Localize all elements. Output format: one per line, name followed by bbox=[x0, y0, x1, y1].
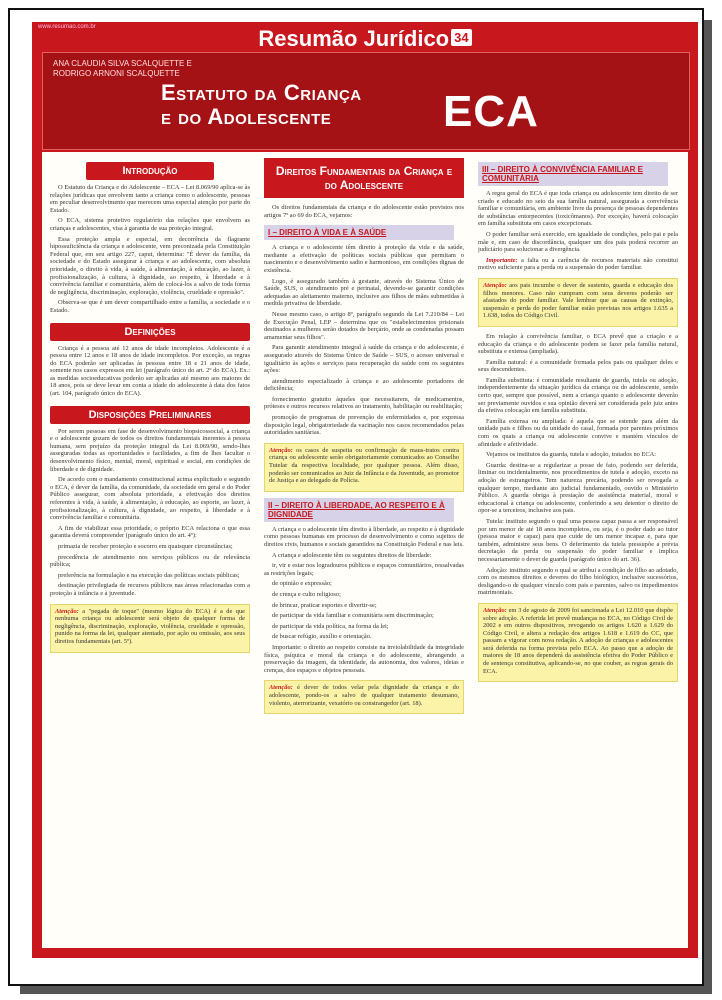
paragraph: A criança e o adolescente têm direito à proteção da vida e da saúde, mediante a efetivação de políticas sociais públicas que permitam o nascimento e o desenvolvimento sadio e harmonioso, em condições dignas de existência. bbox=[264, 244, 464, 274]
paragraph: Família extensa ou ampliada: é aquela que se estende para além da unidade pais e filhos ou da unidade do casal, formada por parentes próximos com os quais a criança ou adolescente convive e mantém vínculos de afinidade e afetividade. bbox=[478, 417, 678, 448]
paragraph: A criança e adolescente têm os seguintes direitos de liberdade: bbox=[272, 551, 432, 559]
attention-note bbox=[264, 443, 464, 492]
paragraph: Família natural: é a comunidade formada pelos pais ou qualquer deles e seus descendentes. bbox=[478, 358, 678, 374]
list-item: de opinião e expressão; bbox=[272, 580, 332, 588]
attention-note bbox=[478, 278, 678, 327]
paragraph: O ECA, sistema protetivo regulatório das relações que envolvem as crianças e adolescentes, visa à garantia de sua proteção integral. bbox=[50, 217, 250, 232]
note-text: aos pais incumbe o dever de sustento, guarda e educação dos filhos menores. Caso não cumpram com seus deveres poderão ser afastados do poder familiar. Vale lembrar que as causas de extinção, suspensão e perda do poder familiar estão previstas nos artigos 1.635 a 1.638, todos do Código Civil. bbox=[483, 281, 673, 320]
content-area bbox=[42, 152, 688, 948]
bullet: primazia de receber proteção e socorro em quaisquer circunstâncias; bbox=[58, 542, 233, 550]
bullet: fornecimento gratuito àqueles que necessitarem, de medicamentos, próteses e outros recursos relativos ao tratamento, habilitação ou reabilitação; bbox=[264, 395, 464, 411]
list-item: de buscar refúgio, auxílio e orientação. bbox=[272, 633, 372, 641]
note-text: os casos de suspeita ou confirmação de maus-tratos contra criança ou adolescente serão obrigatoriamente comunicados ao Conselho Tutelar da respectiva localidade, por qualquer pessoa. Além disso, poderão ser comunicados ao Juiz da Infância e da Juventude, ao promotor de Justiça e ao delegado de Polícia. bbox=[269, 446, 459, 485]
page-title bbox=[161, 81, 362, 129]
heading-direitos-fundamentais: Direitos Fundamentais da Criança e do Adolescente bbox=[264, 158, 464, 198]
brand-logo bbox=[32, 26, 698, 52]
paragraph: O Estatuto da Criança e do Adolescente – ECA – Lei 8.069/90 aplica-se às relações jurídicas que envolvem tanto a criança como o adolescente, pessoas em peculiar desenvolvimento que merecem uma especial atenção por parte do Estado. bbox=[50, 184, 250, 214]
paragraph: a falta ou a carência de recursos materiais não constitui motivo suficiente para a perda ou a suspensão do poder familiar. bbox=[478, 256, 678, 272]
title-line-2: e do Adolescente bbox=[161, 104, 332, 129]
list-item: ir, vir e estar nos logradouros públicos e espaços comunitários, ressalvadas as restrições legais; bbox=[264, 562, 464, 577]
paragraph: A criança e o adolescente têm direito à liberdade, ao respeito e à dignidade como pessoas humanas em processo de desenvolvimento e como sujeitos de direitos civis, humanos e sociais garantidos na Constituição Federal e nas leis. bbox=[264, 525, 464, 548]
brand-name: Resumão Jurídico bbox=[258, 26, 450, 51]
paragraph: A fim de viabilizar essa prioridade, o próprio ECA relaciona o que essa garantia deverá compreender (parágrafo único do art. 4º): bbox=[50, 524, 250, 540]
note-text: em 3 de agosto de 2009 foi sancionada a Lei 12.010 que dispõe sobre adoção. A referida lei prevê mudanças no ECA, no Código Civil de 2002 e em outros dispositivos, revogando os artigos 1.620 a 1.629 do Código Civil, e altera a redação dos artigos 1.618 e 1.619 do CC, que passam a vigorar com nova redação. A adoção de crianças e adolescentes será deferida na forma prevista pelo ECA. Ao passo que a adoção de maiores de 18 anos dependerá da assistência efetiva do Poder Público e de sentença constitutiva, aplicando-se, no que couber, as regras gerais do ECA. bbox=[483, 606, 673, 675]
paragraph: Guarda: destina-se a regularizar a posse de fato, podendo ser deferida, liminar ou incidentalmente, nos procedimentos de tutela e adoção, exceto na adoção de estrangeiros. Tem natureza precária, podendo ser revogada a qualquer tempo, mediante ato judicial fundamentado, ouvido o Ministério Público. A guarda obriga à prestação de assistência material, moral e educacional à criança ou adolescente, conferindo a seu detentor o direito de opor-se a terceiros, inclusive aos pais. bbox=[478, 461, 678, 515]
heading-introducao: Introdução bbox=[86, 162, 214, 180]
author-1: ANA CLAUDIA SILVA SCALQUETTE E bbox=[53, 59, 192, 68]
image-frame bbox=[8, 8, 704, 986]
bullet: precedência de atendimento nos serviços públicos ou de relevância pública; bbox=[50, 553, 250, 569]
paragraph: Vejamos os institutos da guarda, tutela e adoção, tratados no ECA: bbox=[486, 451, 657, 459]
title-acronym: ECA bbox=[443, 87, 539, 136]
header-banner bbox=[42, 52, 690, 150]
paragraph: A regra geral do ECA é que toda criança ou adolescente tem direito de ser criado e educado no seio da sua família natural, assegurada a convivência familiar e comunitária, em ambiente livre da presença de pessoas dependentes de substâncias entorpecentes (toxicômanos). Por exceção, haverá colocação em família substituta em casos excepcionais. bbox=[478, 190, 678, 228]
paragraph: Em relação à convivência familiar, o ECA prevê que a criação e a educação da criança e do adolescente podem se fazer pela família natural, substituta e extensa (ampliada). bbox=[478, 332, 678, 356]
note-text: é dever de todos velar pela dignidade da criança e do adolescente, pondo-os a salvo de qualquer tratamento desumano, violento, aterrorizante, vexatório ou constrangedor (art. 18). bbox=[269, 684, 459, 707]
heading-disposicoes: Disposições Preliminares bbox=[50, 406, 250, 424]
column-3 bbox=[478, 158, 678, 942]
bullet: atendimento especializado à criança e ao adolescente portadores de deficiência; bbox=[264, 377, 464, 393]
bullet: promoção de programas de prevenção de enfermidades e, por expressa disposição legal, obrigatoriedade da vacinação nos casos recomendados pelas autoridades sanitárias. bbox=[264, 414, 464, 437]
note-label: Atenção: bbox=[483, 281, 507, 289]
heading-definicoes: Definições bbox=[50, 323, 250, 341]
site-url: www.resumao.com.br bbox=[38, 24, 96, 30]
note-label: Atenção: bbox=[269, 446, 293, 454]
paragraph: Logo, é assegurado também à gestante, através do Sistema Único de Saúde, SUS, o atendimento pré e perinatal, devendo-se garantir condições adequadas ao aleitamento materno, inclusive aos filhos de mães submetidas à medida privativa de liberdade. bbox=[264, 277, 464, 308]
attention-note bbox=[478, 603, 678, 682]
paragraph: O poder familiar será exercido, em igualdade de condições, pelo pai e pela mãe e, em caso de discordância, qualquer um dos pais poderá recorrer ao judiciário para solucionar a divergência. bbox=[478, 230, 678, 254]
note-label: Atenção: bbox=[269, 684, 293, 692]
subheading-convivencia: III – DIREITO À CONVIVÊNCIA FAMILIAR E COMUNITÁRIA bbox=[478, 162, 668, 186]
list-item: de participar da vida política, na forma da lei; bbox=[272, 622, 389, 630]
brand-number: 34 bbox=[451, 29, 471, 46]
resumao-sheet bbox=[32, 22, 698, 958]
note-text: a "pegada de toque" (mesmo lógica do ECA) é a de que nenhuma criança ou adolescente será objeto de qualquer forma de negligência, discriminação, exploração, violência, crueldade e opressão, punido na forma da lei, qualquer atentado, por ação ou omissão, aos seus direitos fundamentais (art. 5º). bbox=[55, 607, 245, 645]
paragraph: Essa proteção ampla e especial, em decorrência da flagrante hipossuficiência da criança e adolescente, vem preconizada pela Constituição Federal que, em seu artigo 227, caput, determina: "É dever da família, da sociedade e do Estado assegurar à criança e ao adolescente, com absoluta prioridade, o direito à vida, à saúde, à alimentação, à educação, ao lazer, à profissionalização, à cultura, à dignidade, ao respeito, à liberdade e à convivência familiar e comunitária, além de colocá-los a salvo de toda forma de negligência, discriminação, exploração, violência, crueldade e opressão". bbox=[50, 235, 250, 296]
bullet: preferência na formulação e na execução das políticas sociais públicas; bbox=[58, 571, 240, 579]
paragraph: Importante: o direito ao respeito consiste na inviolabilidade da integridade física, psíquica e moral da criança e do adolescente, abrangendo a preservação da imagem, da identidade, da autonomia, dos valores, ideias e crenças, dos espaços e objetos pessoais. bbox=[264, 643, 464, 674]
authors bbox=[53, 59, 192, 79]
attention-note bbox=[50, 604, 250, 653]
note-label: Atenção: bbox=[483, 606, 507, 614]
paragraph: Os direitos fundamentais da criança e do adolescente estão previstos nos artigos 7º ao 69 do ECA, vejamos: bbox=[264, 204, 464, 219]
list-item: de brincar, praticar esportes e divertir-se; bbox=[272, 601, 377, 609]
subheading-liberdade: II – DIREITO À LIBERDADE, AO RESPEITO E À DIGNIDADE bbox=[264, 498, 454, 522]
paragraph: Nesse mesmo caso, o artigo 8º, parágrafo segundo da Lei 7.210/84 – Lei de Execução Penal, LEP – determina que os "estabelecimentos prisionais destinados a mulheres serão dotados de berçário, onde as condenadas possam amamentar seus filhos". bbox=[264, 310, 464, 341]
list-item: de participar da vida familiar e comunitária sem discriminação; bbox=[272, 612, 434, 620]
paragraph: Por serem pessoas em fase de desenvolvimento biopsicossocial, a criança e o adolescente gozam de todos os direitos fundamentais inerentes à pessoa humana, sem prejuízo da proteção integral da Lei 8.069/90, sendo-lhes asseguradas todas as oportunidades e facilidades, a fim de lhes facultar o desenvolvimento físico, mental, moral, espiritual e social, em condições de liberdade e de dignidade. bbox=[50, 427, 250, 473]
bullet: destinação privilegiada de recursos públicos nas áreas relacionadas com a proteção à infância e à juventude. bbox=[50, 582, 250, 597]
paragraph: De acordo com o mandamento constitucional acima explicitado e segundo o ECA, é dever da família, da comunidade, da sociedade em geral e do Poder Público assegurar, com absoluta prioridade, a efetivação dos direitos referentes à vida, à saúde, à alimentação, à educação, ao esporte, ao lazer, à profissionalização, à cultura, à dignidade, ao respeito, à liberdade e à convivência familiar e comunitária. bbox=[50, 476, 250, 522]
title-line-1: Estatuto da Criança bbox=[161, 80, 362, 105]
paragraph: Adoção: instituto segundo o qual se atribui a condição de filho ao adotado, com os mesmos direitos e deveres do filho biológico, inclusive sucessórios, desligando-o de qualquer vínculo com pais e parentes, salvo os impedimentos matrimoniais. bbox=[478, 566, 678, 597]
column-1 bbox=[50, 158, 250, 942]
author-2: RODRIGO ARNONI SCALQUETTE bbox=[53, 69, 180, 78]
column-2 bbox=[264, 158, 464, 942]
paragraph: Observa-se que é um dever compartilhado entre a família, a sociedade e o Estado. bbox=[50, 299, 250, 314]
paragraph: Criança é a pessoa até 12 anos de idade incompletos. Adolescente é a pessoa entre 12 anos e 18 anos de idade incompletos. Por exceção, as regras do ECA poderão ser aplicadas às pessoas entre 18 e 21 anos de idade, somente nos casos expressos em lei (parágrafo único do art. 2º do ECA). Ex.: as medidas socioeducativas poderão ser aplicadas até mesmo aos maiores de 18 anos, pois se deve levar em conta a idade do adolescente à data dos fatos (art. 104, parágrafo único do ECA). bbox=[50, 344, 250, 398]
important-label: Importante: bbox=[486, 256, 518, 264]
paragraph: Tutela: instituto segundo o qual uma pessoa capaz passa a ser responsável por um menor de até 18 anos incompletos, ou seja, é o poder dado ao tutor (pessoa maior e capaz) para que cuide de um menor incapaz e, para que também, administre seus bens. O deferimento da tutela pressupõe a prévia decretação da perda ou suspensão do poder familiar e implica necessariamente o dever de guarda (parágrafo único do art. 36). bbox=[478, 517, 678, 563]
subheading-vida-saude: I – DIREITO À VIDA E À SAÚDE bbox=[264, 225, 454, 240]
list-item: de crença e culto religioso; bbox=[272, 590, 341, 598]
note-label: Atenção: bbox=[55, 607, 79, 615]
paragraph: Para garantir atendimento integral à saúde da criança e do adolescente, é assegurado através do Sistema Único de Saúde – SUS, o acesso universal e igualitário às ações e serviços para recuperação da saúde com os seguintes ações: bbox=[264, 344, 464, 375]
paragraph: Família substituta: é comunidade resultante de guarda, tutela ou adoção, independentemente da situação jurídica da criança ou do adolescente, sendo certo que, sempre que possível, nem a criança quanto o adolescente deverão ser previamente ouvidos e sua opinião deverá ser considerada pelo juiz antes da efetiva colocação em família substituta. bbox=[478, 376, 678, 415]
attention-note bbox=[264, 680, 464, 714]
